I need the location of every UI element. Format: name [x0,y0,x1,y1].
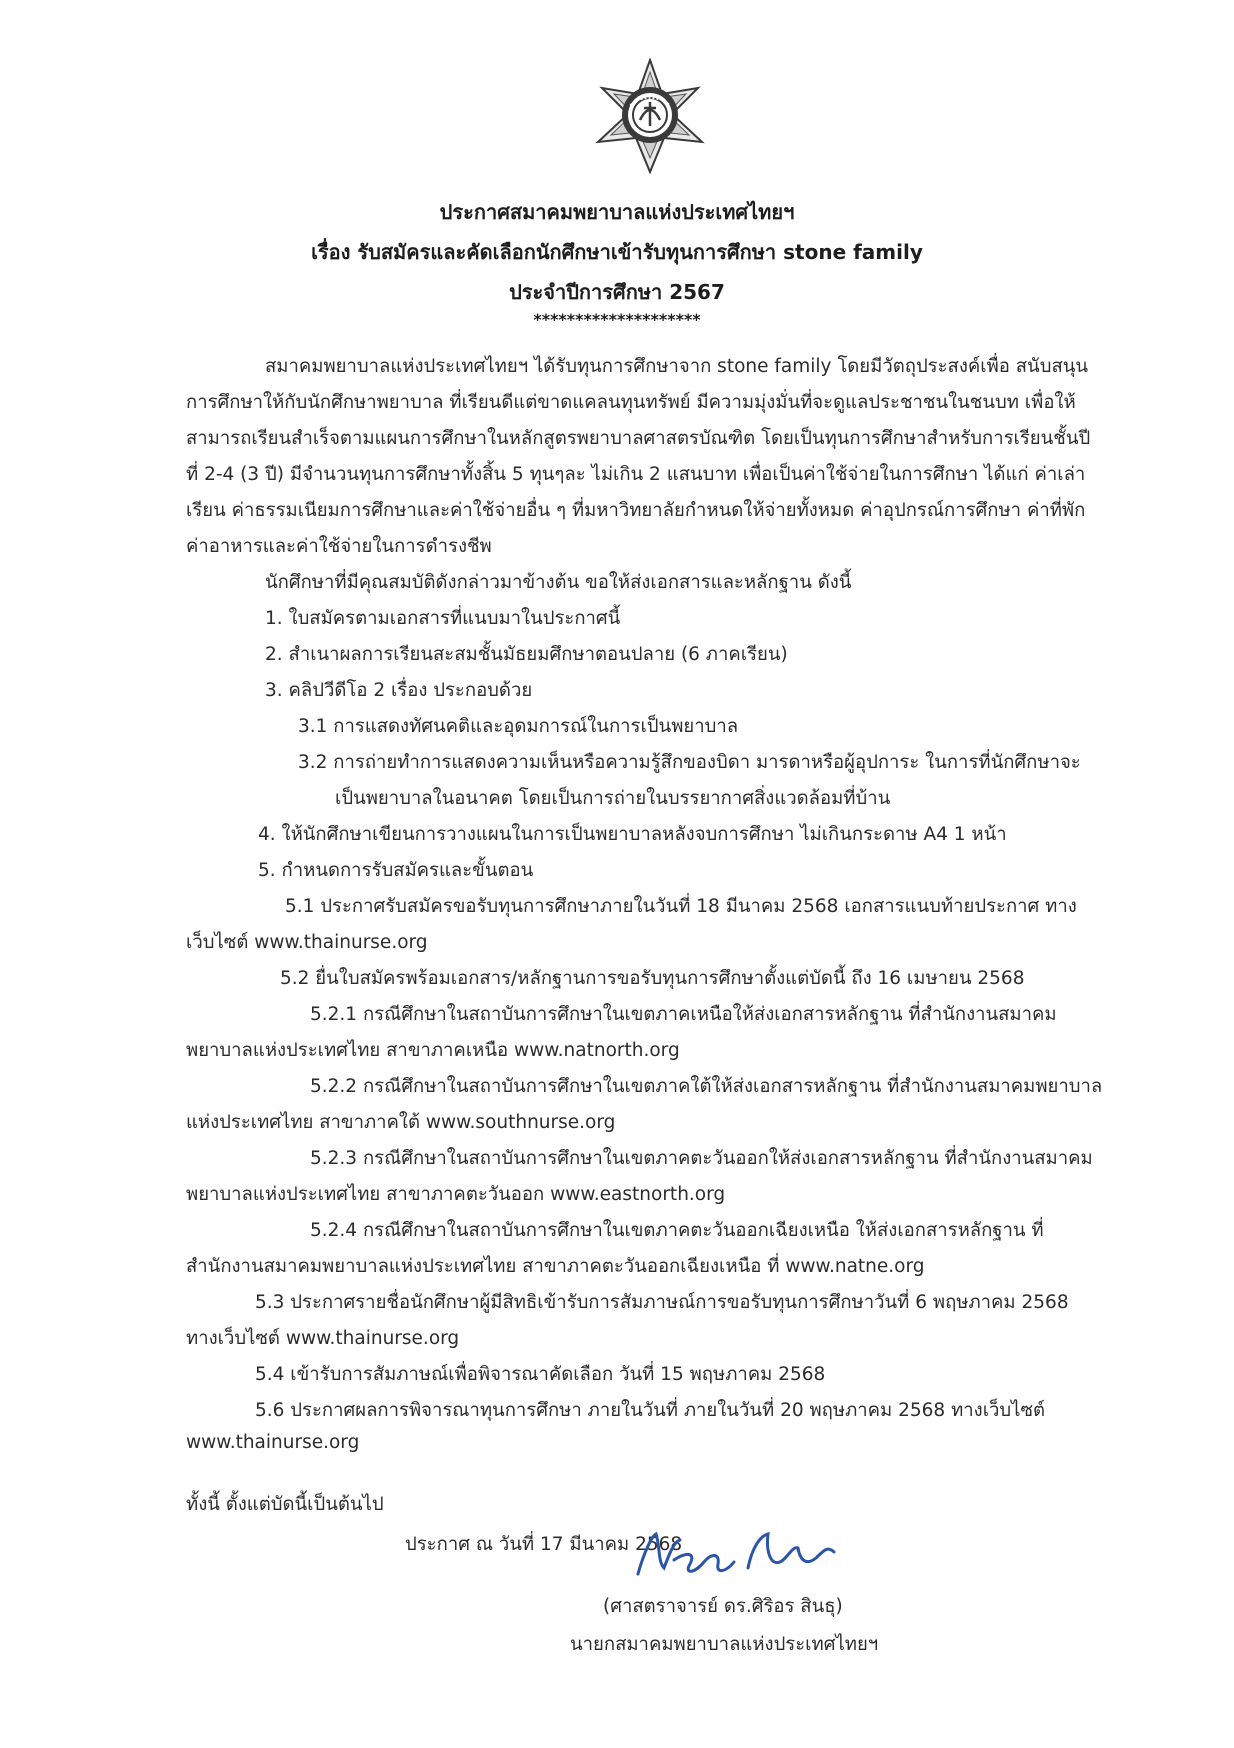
intro-line-3: สามารถเรียนสำเร็จตามแผนการศึกษาในหลักสูตรพยาบาลศาสตรบัณฑิต โดยเป็นทุนการศึกษาสำหรับการเรียนชั้นปี [186,428,1091,449]
schedule-5-2: 5.2 ยื่นใบสมัครพร้อมเอกสาร/หลักฐานการขอรับทุนการศึกษาตั้งแต่บัดนี้ ถึง 16 เมษายน 2568 [280,968,1025,989]
requirements-lead: นักศึกษาที่มีคุณสมบัติดังกล่าวมาข้างต้น ขอให้ส่งเอกสารและหลักฐาน ดังนี้ [265,572,852,593]
association-star-emblem-icon [590,58,710,174]
requirement-item-3-2: 3.2 การถ่ายทำการแสดงความเห็นหรือความรู้สึกของบิดา มารดาหรือผู้อุปการะ ในการที่นักศึกษาจะ [298,752,1081,773]
intro-line-5: เรียน ค่าธรรมเนียมการศึกษาและค่าใช้จ่ายอื่น ๆ ที่มหาวิทยาลัยกำหนดให้จ่ายทั้งหมด ค่าอุปกรณ์การศึกษา ค่าที่พัก [186,500,1086,521]
requirement-item-1: 1. ใบสมัครตามเอกสารที่แนบมาในประกาศนี้ [265,608,621,629]
requirement-item-3-1: 3.1 การแสดงทัศนคติและอุดมการณ์ในการเป็นพยาบาล [298,716,739,737]
requirement-item-3-2-cont: เป็นพยาบาลในอนาคต โดยเป็นการถ่ายในบรรยากาศสิ่งแวดล้อมที่บ้าน [335,788,891,809]
handwritten-signature [630,1522,840,1586]
schedule-5-3-cont: ทางเว็บไซต์ www.thainurse.org [186,1328,460,1349]
schedule-5-4: 5.4 เข้ารับการสัมภาษณ์เพื่อพิจารณาคัดเลือก วันที่ 15 พฤษภาคม 2568 [255,1364,826,1385]
schedule-5-2-4-cont: สำนักงานสมาคมพยาบาลแห่งประเทศไทย สาขาภาคตะวันออกเฉียงเหนือ ที่ www.natne.org [186,1256,925,1277]
schedule-5-2-3-cont: พยาบาลแห่งประเทศไทย สาขาภาคตะวันออก www.eastnorth.org [186,1184,726,1205]
intro-line-2: การศึกษาให้กับนักศึกษาพยาบาล ที่เรียนดีแต่ขาดแคลนทุนทรัพย์ มีความมุ่งมั่นที่จะดูแลประชาชนในชนบท เพื่อให้ [186,392,1076,413]
requirement-item-2: 2. สำเนาผลการเรียนสะสมชั้นมัธยมศึกษาตอนปลาย (6 ภาคเรียน) [265,644,788,665]
announcement-org-title: ประกาศสมาคมพยาบาลแห่งประเทศไทยฯ [439,200,795,224]
schedule-5-2-2: 5.2.2 กรณีศึกษาในสถาบันการศึกษาในเขตภาคใต้ให้ส่งเอกสารหลักฐาน ที่สำนักงานสมาคมพยาบาล [310,1076,1103,1097]
schedule-5-1: 5.1 ประกาศรับสมัครขอรับทุนการศึกษาภายในวันที่ 18 มีนาคม 2568 เอกสารแนบท้ายประกาศ ทาง [285,896,1077,917]
schedule-5-6: 5.6 ประกาศผลการพิจารณาทุนการศึกษา ภายในวันที่ ภายในวันที่ 20 พฤษภาคม 2568 ทางเว็บไซต์ [255,1400,1046,1421]
schedule-5-2-1: 5.2.1 กรณีศึกษาในสถาบันการศึกษาในเขตภาคเหนือให้ส่งเอกสารหลักฐาน ที่สำนักงานสมาคม [310,1004,1057,1025]
intro-line-6: ค่าอาหารและค่าใช้จ่ายในการดำรงชีพ [186,536,492,557]
requirement-item-5: 5. กำหนดการรับสมัครและขั้นตอน [258,860,534,881]
announcement-subject: เรื่อง รับสมัครและคัดเลือกนักศึกษาเข้ารับทุนการศึกษา stone family [311,240,923,264]
schedule-5-2-1-cont: พยาบาลแห่งประเทศไทย สาขาภาคเหนือ www.natnorth.org [186,1040,680,1061]
academic-year-title: ประจำปีการศึกษา 2567 [509,280,725,304]
schedule-5-2-3: 5.2.3 กรณีศึกษาในสถาบันการศึกษาในเขตภาคตะวันออกให้ส่งเอกสารหลักฐาน ที่สำนักงานสมาคม [310,1148,1093,1169]
intro-line-4: ที่ 2-4 (3 ปี) มีจำนวนทุนการศึกษาทั้งสิ้น 5 ทุนๆละ ไม่เกิน 2 แสนบาท เพื่อเป็นค่าใช้จ่ายในการศึกษา ได้แก่ ค่าเล่า [186,464,1086,485]
schedule-5-3: 5.3 ประกาศรายชื่อนักศึกษาผู้มีสิทธิเข้ารับการสัมภาษณ์การขอรับทุนการศึกษาวันที่ 6 พฤษภาคม 2568 [255,1292,1069,1313]
announcement-date: ประกาศ ณ วันที่ 17 มีนาคม 2568 [405,1534,683,1555]
signer-title: นายกสมาคมพยาบาลแห่งประเทศไทยฯ [570,1634,879,1655]
schedule-5-2-4: 5.2.4 กรณีศึกษาในสถาบันการศึกษาในเขตภาคตะวันออกเฉียงเหนือ ให้ส่งเอกสารหลักฐาน ที่ [310,1220,1044,1241]
requirement-item-3: 3. คลิปวีดีโอ 2 เรื่อง ประกอบด้วย [265,680,533,701]
title-divider-stars: ******************** [533,310,701,329]
schedule-5-6-cont: www.thainurse.org [186,1432,360,1453]
schedule-5-2-2-cont: แห่งประเทศไทย สาขาภาคใต้ www.southnurse.org [186,1112,616,1133]
requirement-item-4: 4. ให้นักศึกษาเขียนการวางแผนในการเป็นพยาบาลหลังจบการศึกษา ไม่เกินกระดาษ A4 1 หน้า [258,824,1007,845]
signer-name: (ศาสตราจารย์ ดร.ศิริอร สินธุ) [603,1596,843,1617]
schedule-5-1-cont: เว็บไซต์ www.thainurse.org [186,932,428,953]
effective-statement: ทั้งนี้ ตั้งแต่บัดนี้เป็นต้นไป [186,1494,384,1515]
intro-line-1: สมาคมพยาบาลแห่งประเทศไทยฯ ได้รับทุนการศึกษาจาก stone family โดยมีวัตถุประสงค์เพื่อ สนับสนุน [265,356,1089,377]
